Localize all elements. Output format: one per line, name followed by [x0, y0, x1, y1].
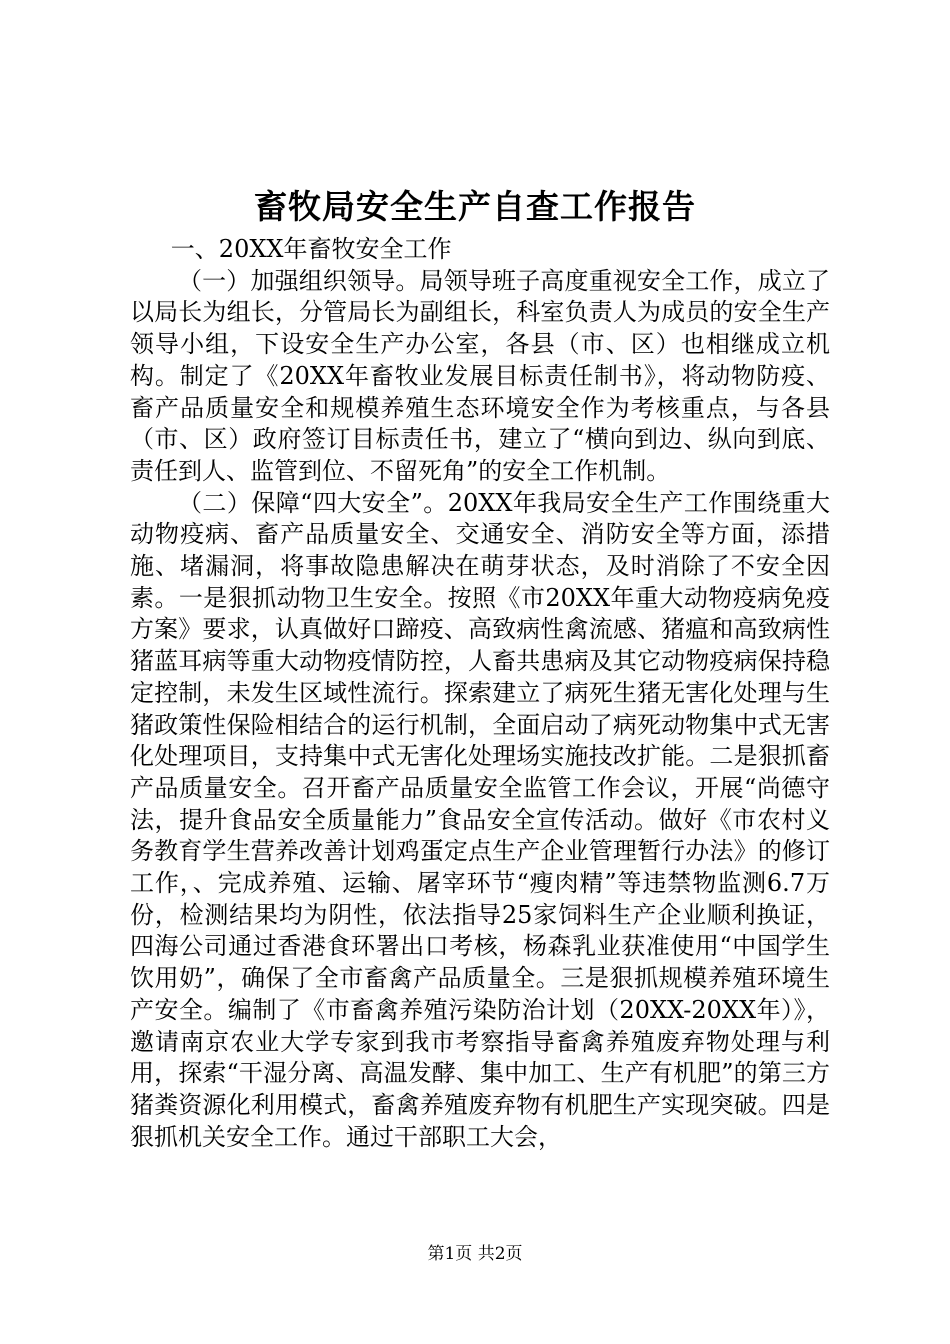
document-title: 畜牧局安全生产自查工作报告 [254, 187, 696, 226]
page-footer: 第1页 共2页 [427, 1244, 523, 1264]
paragraph-four-safeties: （二）保障“四大安全”。20XX年我局安全生产工作围绕重大动物疫病、畜产品质量安全、交通安全、消防安全等方面，添措施、堵漏洞，将事故隐患解决在萌芽状态，及时消除了不安全因素。一是狠抓动物卫生安全。按照《市20XX年重大动物疫病免疫方案》要求，认真做好口蹄疫、高致病性禽流感、猪瘟和高致病性猪蓝耳病等重大动物疫情防控，人畜共患病及其它动物疫病保持稳定控制，未发生区域性流行。探索建立了病死生猪无害化处理与生猪政策性保险相结合的运行机制，全面启动了病死动物集中式无害化处理项目，支持集中式无害化处理场实施技改扩能。二是狠抓畜产品质量安全。召开畜产品质量安全监管工作会议，开展“尚德守法，提升食品安全质量能力”食品安全宣传活动。做好《市农村义务教育学生营养改善计划鸡蛋定点生产企业管理暂行办法》的修订工作，、完成养殖、运输、屠宰环节“瘦肉精”等违禁物监测6.7万份，检测结果均为阴性，依法指导25家饲料生产企业顺利换证，四海公司通过香港食环署出口考核，杨森乳业获准使用“中国学生饮用奶”，确保了全市畜禽产品质量全。三是狠抓规模养殖环境生产安全。编制了《市畜禽养殖污染防治计划（20XX-20XX年）》，邀请南京农业大学专家到我市考察指导畜禽养殖废弃物处理与利用，探索“干湿分离、高温发酵、集中加工、生产有机肥”的第三方猪粪资源化利用模式，畜禽养殖废弃物有机肥生产实现突破。四是狠抓机关安全工作。通过干部职工大会， [130, 488, 830, 1151]
paragraph-organization: （一）加强组织领导。局领导班子高度重视安全工作，成立了以局长为组长，分管局长为副组长，科室负责人为成员的安全生产领导小组，下设安全生产办公室，各县（市、区）也相继成立机构。制定了《20XX年畜牧业发展目标责任制书》，将动物防疫、畜产品质量安全和规模养殖生态环境安全作为考核重点，与各县（市、区）政府签订目标责任书，建立了“横向到边、纵向到底、责任到人、监管到位、不留死角”的安全工作机制。 [130, 266, 830, 485]
document-body [130, 234, 830, 1153]
section-heading: 一、20XX年畜牧安全工作 [170, 235, 452, 263]
